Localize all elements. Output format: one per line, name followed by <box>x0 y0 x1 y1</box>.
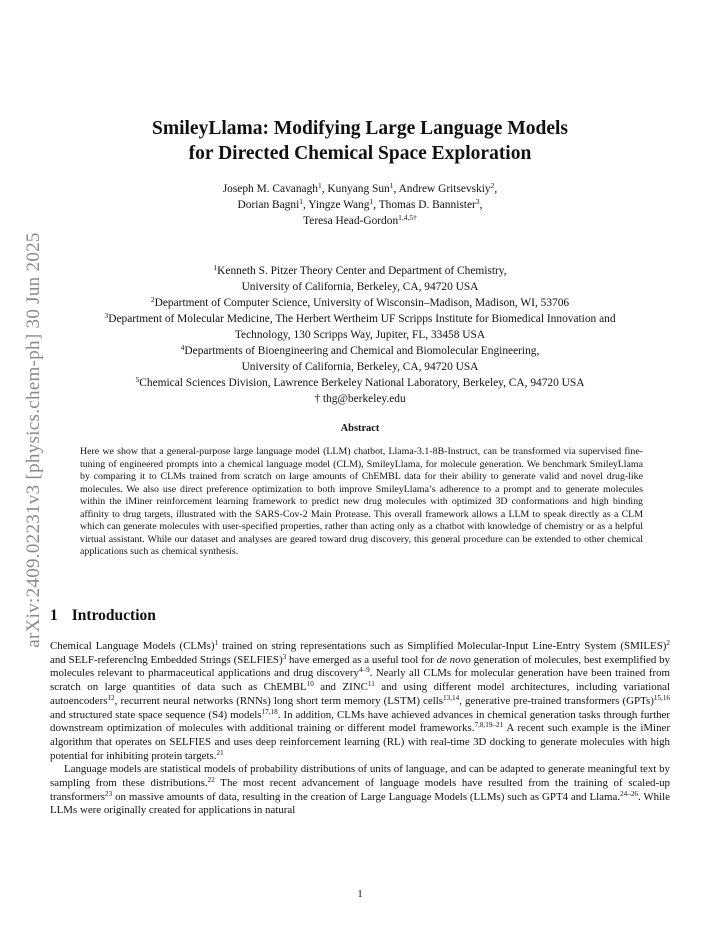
affiliation-3-line-2: Technology, 130 Scripps Way, Jupiter, FL, 33458 USA <box>234 329 486 341</box>
paragraph-1: Chemical Language Models (CLMs)$^1$ trained on string representations such as Simplified Molecular-Input Line-Entry System (SMILES)$^2$ and SELF-referencIng Embedded Strings (SELFIES)$^3$ have emerged as a useful tool for de novo generation of molecules, best exemplified by molecules relevant to pharmaceutical applications and drug discovery$^{4-9}$. Nearly all CLMs for molecular generation have been trained from scratch on large quantities of data such as ChEMBL$^{10}$ and ZINC$^{11}$ and using different model architectures, including variational autoencoders$^{12}$, recurrent neural networks (RNNs) long short term memory (LSTM) cells$^{13,14}$, generative pre-trained transformers (GPTs)$^{15,16}$ and structured state space sequence (S4) models$^{17,18}$. In addition, CLMs have achieved advances in chemical generation tasks through further downstream optimization of molecules with additional training or different model frameworks.$^{7,8,19-21}$ A recent such example is the iMiner algorithm that operates on SELFIES and uses deep reinforcement learning (RL) with real-time 3D docking to generate molecules with high potential for inhibiting protein targets.$^{21}$ <box>50 639 671 762</box>
authors-line-1: Joseph M. Cavanagh$^1$, Kunyang Sun$^1$, Andrew Gritsevskiy$^2$, <box>222 181 498 195</box>
affiliation-3-line-1: $^3$Department of Molecular Medicine, The Herbert Wertheim UF Scripps Institute for Biomedical Innovation and <box>104 311 616 325</box>
section-number: 1 <box>50 607 58 624</box>
page-number: 1 <box>357 888 363 900</box>
affiliation-2: $^2$Department of Computer Science, University of Wisconsin–Madison, Madison, WI, 53706 <box>150 295 570 309</box>
corresponding-email: † thg@berkeley.edu <box>314 393 406 405</box>
paragraph-2: Language models are statistical models of probability distributions of units of language, and can be adapted to generate meaningful text by sampling from these distributions.$^{22}$ The most recent advancement of language models have resulted from the training of scaled-up transformers$^{23}$ on massive amounts of data, resulting in the creation of Large Language Models (LLMs) such as GPT4 and Llama.$^{24-26}$. While LLMs were originally created for applications in natural <box>50 763 671 817</box>
arxiv-identifier-text: arXiv:2409.02231v3 [physics.chem-ph] 30 Jun 2025 <box>23 232 44 648</box>
affiliation-5: $^5$Chemical Sciences Division, Lawrence Berkeley National Laboratory, Berkeley, CA, 94720 USA <box>135 375 585 389</box>
affiliation-1-line-2: University of California, Berkeley, CA, 94720 USA <box>241 281 479 293</box>
section-heading-introduction <box>50 607 156 625</box>
abstract-body <box>80 446 643 559</box>
affiliation-4-line-2: University of California, Berkeley, CA, 94720 USA <box>241 361 479 373</box>
abstract-heading: Abstract <box>340 423 380 434</box>
affiliation-1-line-1: $^1$Kenneth S. Pitzer Theory Center and Department of Chemistry, <box>213 263 507 277</box>
abstract-text: Here we show that a general-purpose large language model (LLM) chatbot, Llama-3.1-8B-Instruct, can be transformed via supervised fine-tuning of engineered prompts into a chemical language model (CLM), SmileyLlama, for molecule generation. We benchmark SmileyLlama by comparing it to CLMs trained from scratch on large amounts of ChEMBL data for their ability to generate valid and novel drug-like molecules. We also use direct preference optimization to both improve SmileyLlama’s adherence to a prompt and to generate molecules within the iMiner reinforcement learning framework to predict new drug molecules with optimized 3D conformations and high binding affinity to drug targets, illustrated with the SARS-Cov-2 Main Protease. This overall framework allows a LLM to speak directly as a CLM which can generate molecules with user-specified properties, rather than acting only as a chatbot with knowledge of chemistry or as a helpful virtual assistant. While our dataset and analyses are geared toward drug discovery, this general procedure can be extended to other chemical applications such as chemical synthesis. <box>80 446 643 558</box>
paper-title-line-2: for Directed Chemical Space Exploration <box>188 143 532 164</box>
introduction-body <box>50 640 670 818</box>
section-title: Introduction <box>71 607 156 624</box>
authors-line-2: Dorian Bagni$^1$, Yingze Wang$^1$, Thomas D. Bannister$^3$, <box>237 197 483 211</box>
affiliation-4-line-1: $^4$Departments of Bioengineering and Chemical and Biomolecular Engineering, <box>180 343 540 357</box>
paper-title-line-1: SmileyLlama: Modifying Large Language Models <box>152 118 568 139</box>
authors-line-3: Teresa Head-Gordon$^{1,4,5\dagger}$ <box>303 213 417 227</box>
